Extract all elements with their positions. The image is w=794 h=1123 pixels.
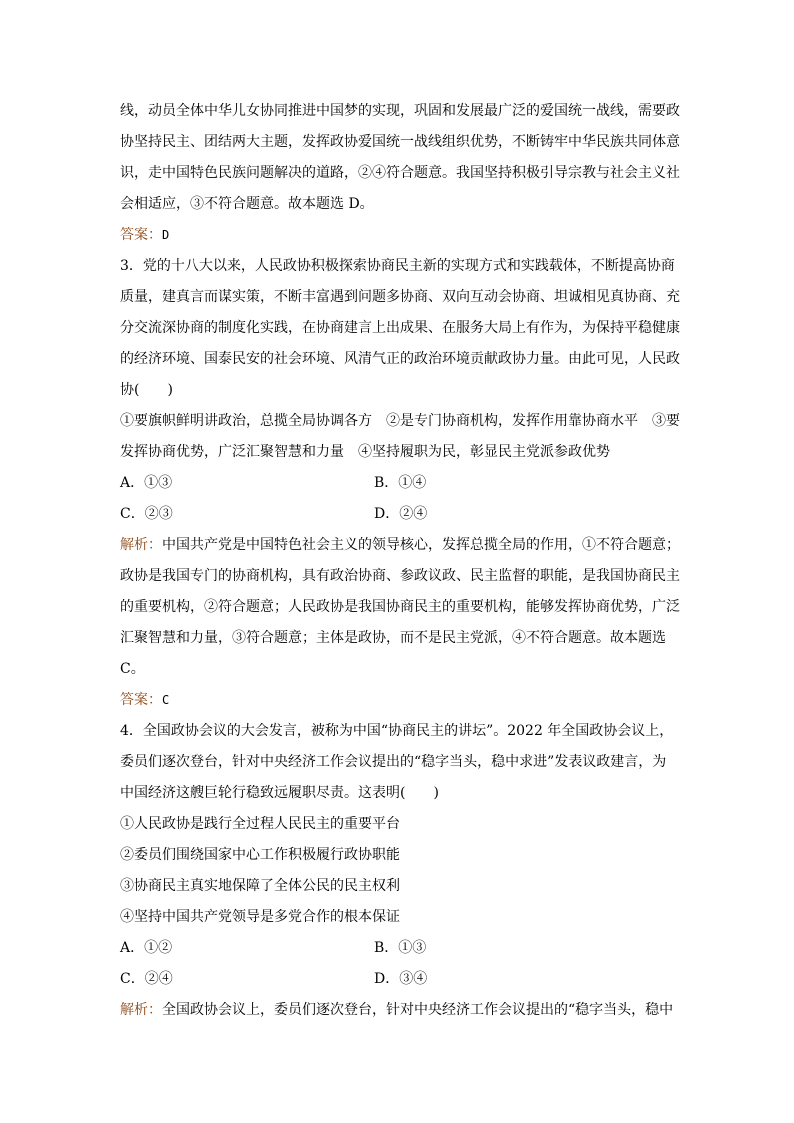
text-line: 线，动员全体中华儿女协同推进中国梦的实现，巩固和发展最广泛的爱国统一战线，需要政 xyxy=(120,103,680,119)
statement-line: ③协商民主真实地保障了全体公民的民主权利 xyxy=(120,878,400,894)
q4-options-row xyxy=(120,933,680,964)
option-c[interactable]: C．②④ xyxy=(120,971,173,987)
text-line: 4．全国政协会议的大会发言，被称为中国“协商民主的讲坛”。2022 年全国政协会议上， xyxy=(120,723,674,739)
option-b[interactable]: B．①③ xyxy=(374,940,427,956)
text-line: 识，走中国特色民族问题解决的道路，②④符合题意。我国坚持积极引导宗教与社会主义社 xyxy=(120,165,680,181)
text-line: 委员们逐次登台，针对中央经济工作会议提出的“稳字当头，稳中求进”发表议政建言，为 xyxy=(120,754,667,770)
text-line: 协坚持民主、团结两大主题，发挥政协爱国统一战线组织优势，不断铸牢中华民族共同体意 xyxy=(120,134,680,150)
option-d[interactable]: D．③④ xyxy=(374,971,428,987)
answer-value: C xyxy=(162,693,170,707)
q4-stem xyxy=(120,716,680,809)
document-page xyxy=(120,96,680,1026)
statement-line: ①人民政协是践行全过程人民民主的重要平台 xyxy=(120,816,400,832)
q4-analysis xyxy=(120,995,680,1026)
q4-statements xyxy=(120,809,680,933)
q2-analysis-continuation xyxy=(120,96,680,220)
q4-options-row xyxy=(120,964,680,995)
text-line: 分交流深协商的制度化实践，在协商建言上出成果、在服务大局上有作为，为保持平稳健康 xyxy=(120,320,680,336)
answer-label: 答案： xyxy=(120,692,162,708)
text-line: 会相适应，③不符合题意。故本题选 D。 xyxy=(120,196,374,212)
q3-options-row xyxy=(120,499,680,530)
statement-line: ④坚持中国共产党领导是多党合作的根本保证 xyxy=(120,909,400,925)
option-a[interactable]: A．①② xyxy=(120,940,173,956)
analysis-label: 解析： xyxy=(120,1002,162,1018)
text-line xyxy=(120,530,680,561)
analysis-text: 全国政协会议上，委员们逐次登台，针对中央经济工作会议提出的“稳字当头，稳中 xyxy=(162,1002,674,1018)
analysis-text: 中国共产党是中国特色社会主义的领导核心，发挥总揽全局的作用，①不符合题意； xyxy=(162,537,680,553)
text-line: 3．党的十八大以来，人民政协积极探索协商民主新的实现方式和实践载体，不断提高协商 xyxy=(120,258,675,274)
statement-line: ②委员们围绕国家中心工作积极履行政协职能 xyxy=(120,847,400,863)
text-line: 的经济环境、国泰民安的社会环境、风清气正的政治环境贡献政协力量。由此可见，人民政 xyxy=(120,351,680,367)
answer-value: D xyxy=(162,228,170,242)
analysis-label: 解析： xyxy=(120,537,162,553)
q3-stem xyxy=(120,251,680,406)
text-line: 汇聚智慧和力量，③符合题意；主体是政协，而不是民主党派，④不符合题意。故本题选 xyxy=(120,630,666,646)
text-line: 的重要机构，②符合题意；人民政协是我国协商民主的重要机构，能够发挥协商优势，广泛 xyxy=(120,599,680,615)
text-line: 政协是我国专门的协商机构，具有政治协商、参政议政、民主监督的职能，是我国协商民主 xyxy=(120,568,680,584)
q2-answer xyxy=(120,220,680,251)
answer-label: 答案： xyxy=(120,227,162,243)
q3-options-row xyxy=(120,468,680,499)
option-c[interactable]: C．②③ xyxy=(120,506,173,522)
text-line: 质量，建真言而谋实策，不断丰富遇到问题多协商、双向互动会协商、坦诚相见真协商、充 xyxy=(120,289,680,305)
option-a[interactable]: A．①③ xyxy=(120,475,173,491)
text-line: 中国经济这艘巨轮行稳致远履职尽责。这表明( ) xyxy=(120,785,439,801)
statement-line: 发挥协商优势，广泛汇聚智慧和力量 ④坚持履职为民，彰显民主党派参政优势 xyxy=(120,444,610,460)
text-line: 协( ) xyxy=(120,382,173,398)
option-d[interactable]: D．②④ xyxy=(374,506,428,522)
text-line: C。 xyxy=(120,661,145,677)
q3-analysis xyxy=(120,530,680,685)
q3-statements xyxy=(120,406,680,468)
option-b[interactable]: B．①④ xyxy=(374,475,427,491)
q3-answer xyxy=(120,685,680,716)
statement-line: ①要旗帜鲜明讲政治，总揽全局协调各方 ②是专门协商机构，发挥作用靠协商水平 ③要 xyxy=(120,413,680,429)
